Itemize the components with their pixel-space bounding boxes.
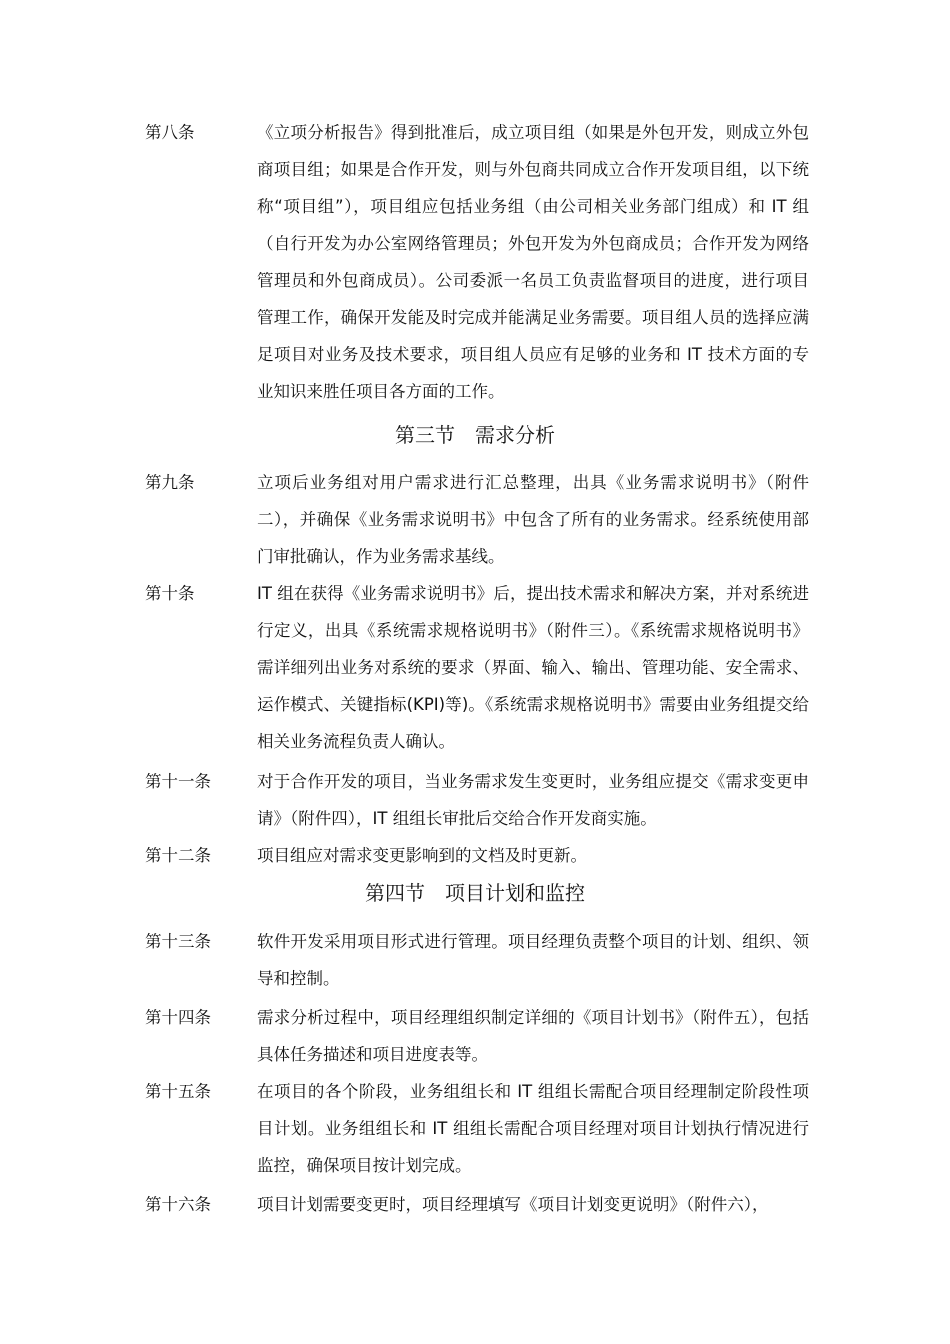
article-label: 第八条 — [145, 123, 195, 142]
article-text: 软件开发采用项目形式进行管理。项目经理负责整个项目的计划、组织、领导和控制。 — [257, 932, 809, 988]
article-text: 在项目的各个阶段，业务组组长和 IT 组组长需配合项目经理制定阶段性项目计划。业务组组长和 IT 组组长需配合项目经理对项目计划执行情况进行监控，确保项目按计划完成。 — [257, 1082, 809, 1175]
article-text: 项目计划需要变更时，项目经理填写《项目计划变更说明》（附件六）， — [257, 1195, 769, 1214]
article-label: 第十五条 — [145, 1082, 211, 1101]
article-text: 项目组应对需求变更影响到的文档及时更新。 — [257, 846, 587, 865]
article-text: 立项后业务组对用户需求进行汇总整理，出具《业务需求说明书》（附件二），并确保《业务需求说明书》中包含了所有的业务需求。经系统使用部门审批确认，作为业务需求基线。 — [257, 473, 809, 566]
article-text: IT 组在获得《业务需求说明书》后，提出技术需求和解决方案，并对系统进行定义，出具《系统需求规格说明书》（附件三）。《系统需求规格说明书》需详细列出业务对系统的要求（界面、输入、输出、管理功能、安全需求、运作模式、关键指标(KPI)等)。《系统需求规格说明书》需要由业务组提交给相关业务流程负责人确认。 — [257, 584, 809, 751]
article-label: 第十四条 — [145, 1008, 211, 1027]
article-label: 第十三条 — [145, 932, 211, 951]
article-label: 第九条 — [145, 473, 195, 492]
section-heading-4: 第四节 项目计划和监控 — [365, 881, 585, 905]
article-text: 对于合作开发的项目，当业务需求发生变更时，业务组应提交《需求变更申请》（附件四），IT 组组长审批后交给合作开发商实施。 — [257, 772, 809, 828]
article-text: 《立项分析报告》得到批准后，成立项目组（如果是外包开发，则成立外包商项目组；如果是合作开发，则与外包商共同成立合作开发项目组，以下统称“项目组”），项目组应包括业务组（由公司相关业务部门组成）和 IT 组（自行开发为办公室网络管理员；外包开发为外包商成员；合作开发为网络管理员和外包商成员）。公司委派一名员工负责监督项目的进度，进行项目管理工作，确保开发能及时完成并能满足业务需要。项目组人员的选择应满足项目对业务及技术要求，项目组人员应有足够的业务和 IT 技术方面的专业知识来胜任项目各方面的工作。 — [257, 123, 809, 401]
article-label: 第十一条 — [145, 772, 211, 791]
article-label: 第十二条 — [145, 846, 211, 865]
article-label: 第十条 — [145, 584, 195, 603]
section-heading-3: 第三节 需求分析 — [395, 423, 555, 447]
article-text: 需求分析过程中，项目经理组织制定详细的《项目计划书》（附件五），包括具体任务描述和项目进度表等。 — [257, 1008, 809, 1064]
article-label: 第十六条 — [145, 1195, 211, 1214]
